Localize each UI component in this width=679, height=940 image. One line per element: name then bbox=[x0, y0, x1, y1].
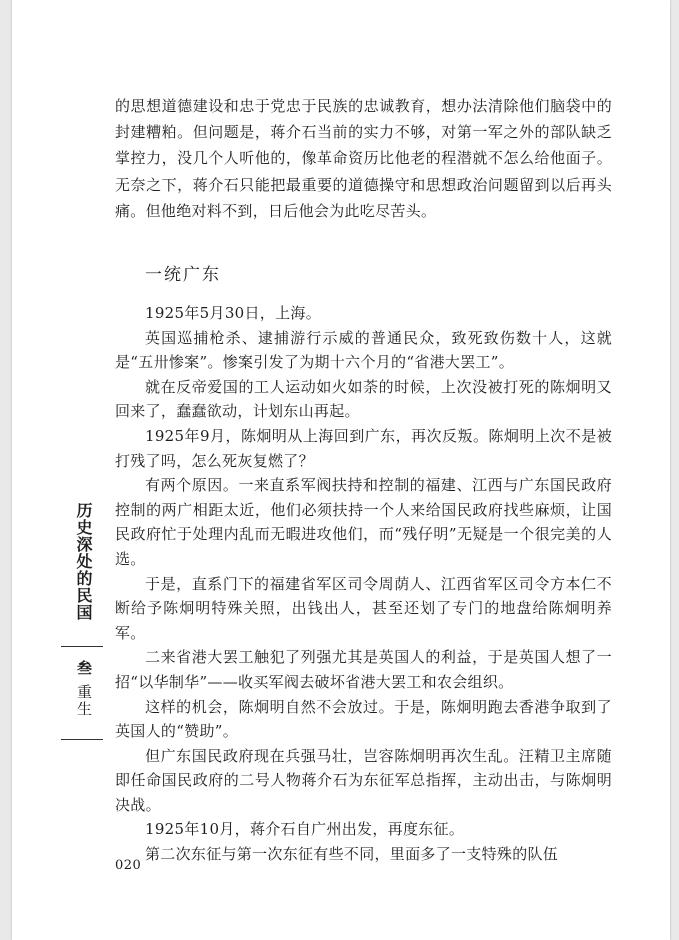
paragraph: 1925年9月，陈炯明从上海回到广东，再次反叛。陈炯明上次不是被打残了吗，怎么死灰复燃了？ bbox=[115, 426, 612, 470]
paragraph: 1925年5月30日，上海。 bbox=[145, 304, 322, 322]
body-text bbox=[115, 301, 612, 867]
section-heading: 一统广东 bbox=[145, 265, 221, 285]
paragraph: 第二次东征与第一次东征有些不同，里面多了一支特殊的队伍 bbox=[145, 845, 559, 864]
sidebar-divider-bottom bbox=[61, 739, 103, 740]
paragraph: 这样的机会，陈炯明自然不会放过。于是，陈炯明跑去香港争取到了英国人的“赞助”。 bbox=[115, 697, 612, 741]
intro-paragraph: 的思想道德建设和忠于党忠于民族的忠诚教育，想办法清除他们脑袋中的封建糟粕。但问题是，蒋介石当前的实力不够，对第一军之外的部队缺乏掌控力，没几个人听他的，像革命资历比他老的程潜就不怎么给他面子。无奈之下，蒋介石只能把最重要的道德操守和思想政治问题留到以后再头痛。但他绝对料不到，日后他会为此吃尽苦头。 bbox=[115, 97, 612, 220]
chapter-title: 重生 bbox=[75, 683, 93, 718]
paragraph: 英国巡捕枪杀、逮捕游行示威的普通民众，致死致伤数十人，这就是“五卅惨案”。惨案引发了为期十六个月的“省港大罢工”。 bbox=[115, 328, 612, 372]
paragraph: 二来省港大罢工触犯了列强尤其是英国人的利益，于是英国人想了一招“以华制华”——收买军阀去破坏省港大罢工和农会组织。 bbox=[115, 648, 612, 691]
paragraph: 于是，直系门下的福建省军区司令周荫人、江西省军区司令方本仁不断给予陈炯明特殊关照，出钱出人，甚至还划了专门的地盘给陈炯明养军。 bbox=[115, 574, 612, 642]
sidebar-divider-top bbox=[61, 646, 103, 647]
chapter-number: 叁 bbox=[75, 660, 93, 677]
book-page bbox=[12, 0, 670, 940]
paragraph: 但广东国民政府现在兵强马壮，岂容陈炯明再次生乱。汪精卫主席随即任命国民政府的二号人物蒋介石为东征军总指挥，主动出击，与陈炯明决战。 bbox=[115, 746, 612, 814]
page-number: 020 bbox=[115, 858, 142, 873]
paragraph: 就在反帝爱国的工人运动如火如荼的时候，上次没被打死的陈炯明又回来了，蠢蠢欲动，计划东山再起。 bbox=[115, 377, 612, 421]
book-title-vertical: 历史深处的民国 bbox=[74, 502, 93, 621]
paragraph: 有两个原因。一来直系军阀扶持和控制的福建、江西与广东国民政府控制的两广相距太近，他们必须扶持一个人来给国民政府找些麻烦，让国民政府忙于处理内乱而无暇进攻他们，而“残仔明”无疑是一个很完美的人选。 bbox=[115, 476, 612, 568]
chapter-label-vertical bbox=[72, 660, 94, 718]
paragraph: 1925年10月，蒋介石自广州出发，再度东征。 bbox=[145, 820, 465, 839]
